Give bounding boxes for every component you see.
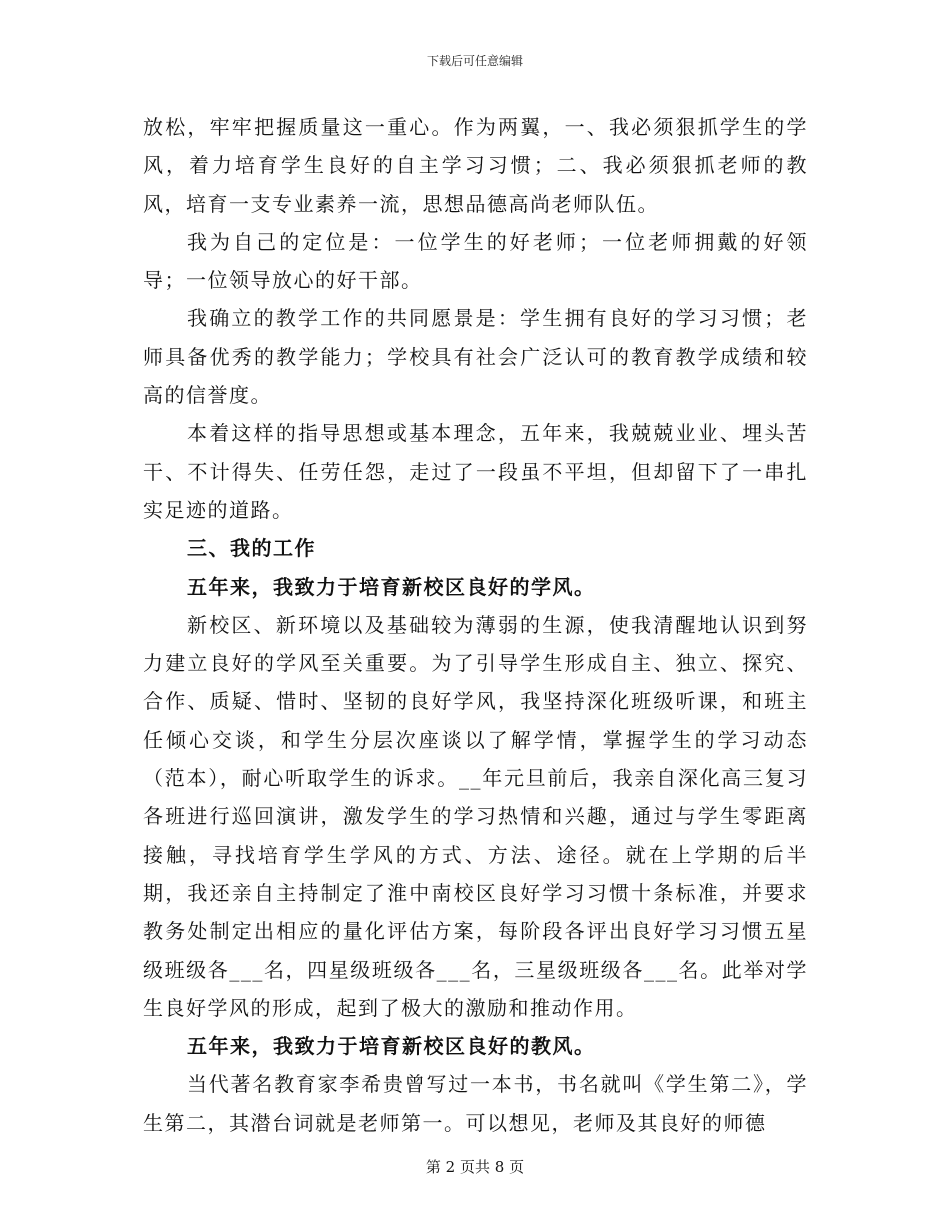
paragraph: 我确立的教学工作的共同愿景是：学生拥有良好的学习习惯；老师具备优秀的教学能力；学校具有社会广泛认可的教育教学成绩和较高的信誉度。 — [143, 306, 808, 408]
paragraph: 放松，牢牢把握质量这一重心。作为两翼，一、我必须狠抓学生的学风，着力培育学生良好的自主学习习惯；二、我必须狠抓老师的教风，培育一支专业素养一流，思想品德高尚老师队伍。 — [143, 115, 808, 216]
document-body — [143, 108, 808, 1142]
paragraph: 新校区、新环境以及基础较为薄弱的生源，使我清醒地认识到努力建立良好的学风至关重要。为了引导学生形成自主、独立、探究、合作、质疑、惜时、坚韧的良好学风，我坚持深化班级听课，和班主任倾心交谈，和学生分层次座谈以了解学情，掌握学生的学习动态（范本），耐心听取学生的诉求。__年元旦前后，我亲自深化高三复习各班进行巡回演讲，激发学生的学习热情和兴趣，通过与学生零距离接触，寻找培育学生学风的方式、方法、途径。就在上学期的后半期，我还亲自主持制定了淮中南校区良好学习习惯十条标准，并要求教务处制定出相应的量化评估方案，每阶段各评出良好学习习惯五星级班级各___名，四星级班级各___名，三星级班级各___名。此举对学生良好学风的形成，起到了极大的激励和推动作用。 — [143, 612, 808, 1020]
paragraph: 当代著名教育家李希贵曾写过一本书，书名就叫《学生第二》，学生第二，其潜台词就是老师第一。可以想见，老师及其良好的师德 — [143, 1072, 808, 1135]
page-number: 第 2 页共 8 页 — [425, 1158, 525, 1176]
subsection-heading: 五年来，我致力于培育新校区良好的教风。 — [187, 1034, 596, 1059]
paragraph: 本着这样的指导思想或基本理念，五年来，我兢兢业业、埋头苦干、不计得失、任劳任怨，走过了一段虽不平坦，但却留下了一串扎实足迹的道路。 — [143, 421, 808, 522]
section-heading: 三、我的工作 — [187, 536, 316, 561]
subsection-heading: 五年来，我致力于培育新校区良好的学风。 — [187, 574, 596, 599]
paragraph: 我为自己的定位是：一位学生的好老师；一位老师拥戴的好领导；一位领导放心的好干部。 — [143, 229, 808, 293]
page-header: 下载后可任意编辑 — [426, 54, 523, 68]
